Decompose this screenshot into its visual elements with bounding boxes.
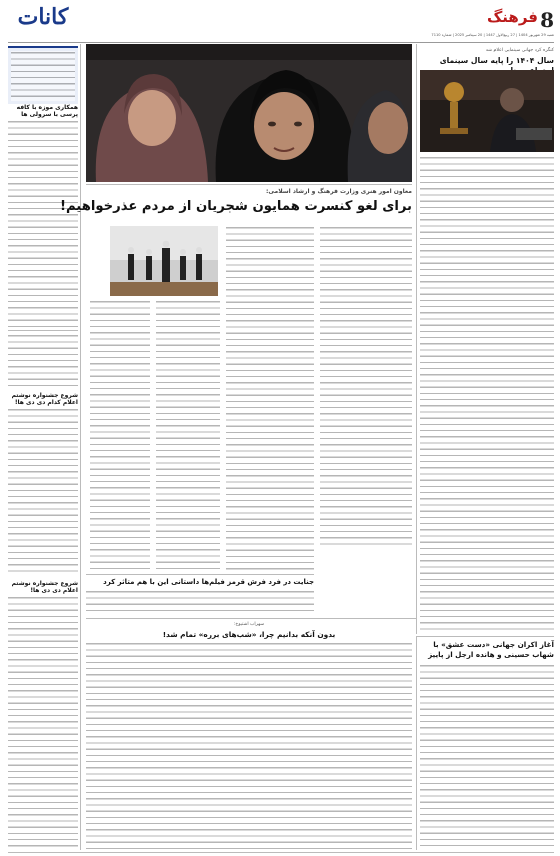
main-photo: [86, 44, 412, 182]
right-text: [420, 156, 554, 634]
page-number: 8: [540, 8, 554, 32]
main-text-col-2: [226, 226, 314, 570]
story4-title: آغاز اکران جهانی «دست عشق» با شهاب حسینی و هانده ارجل از پاییز: [428, 640, 554, 659]
speaker-photo: [420, 70, 554, 152]
mourners-photo: [86, 44, 412, 182]
main-text-col-3: [156, 300, 220, 570]
rail-logo: [8, 4, 78, 38]
rail-text-1b: [8, 334, 78, 386]
story3-text: [86, 642, 412, 850]
rail-heading-1: همکاری موزه با کافه پرسی با سرولی ها: [16, 104, 78, 118]
section-title: فرهنگ: [486, 8, 538, 26]
main-kicker: معاون امور هنری وزارت فرهنگ و ارشاد اسلامی:: [266, 188, 412, 195]
right-kicker: کنگره کرد جهانی سینمایی اعلام شد: [485, 48, 554, 53]
concert-photo: [110, 226, 218, 296]
header-rule: [8, 42, 554, 43]
rail-text-3: [8, 596, 78, 850]
rail-heading-3: شروع جشنواره نوشتم اعلام دی دی ها!: [11, 580, 78, 594]
story4-text: [420, 664, 554, 850]
right-photo: [420, 70, 554, 152]
rail-text-1: [8, 120, 78, 328]
right-title: سال ۱۴۰۴ را پایه سال سینمای: [439, 56, 554, 65]
rail-logo-text: کانات: [17, 4, 69, 30]
date-line: شنبه 29 شهریور 1404 | 27 ربیع‌الاول 1447 | 20 سپتامبر 2025 | شماره 7110: [431, 33, 554, 37]
rail-text-2: [8, 408, 78, 574]
main-text-col-1: [320, 226, 412, 546]
story2-title: جنایت در فرد فرش قرمز فیلم‌ها داستانی این با هم متاثر کرد: [103, 578, 314, 586]
story3-title: بدون آنکه بدانیم چرا، «شب‌های برره» تمام شد!: [162, 630, 336, 639]
story3-kicker: سهراب‌ اشتیوخ:: [233, 622, 265, 627]
rail-heading-2: شروع جشنواره نوشتم اعلام کدام دی دی ها!: [11, 392, 78, 406]
main-text-col-4: [90, 300, 150, 570]
concert-image: [110, 226, 218, 296]
main-headline: برای لغو کنسرت همایون شجریان از مردم عذرخواهیم!: [59, 199, 412, 214]
rail-blue-box: [8, 46, 78, 104]
masthead: [402, 6, 554, 46]
right-col-divider: [416, 44, 417, 634]
rail-divider: [80, 44, 81, 850]
story2-text: [86, 590, 314, 616]
